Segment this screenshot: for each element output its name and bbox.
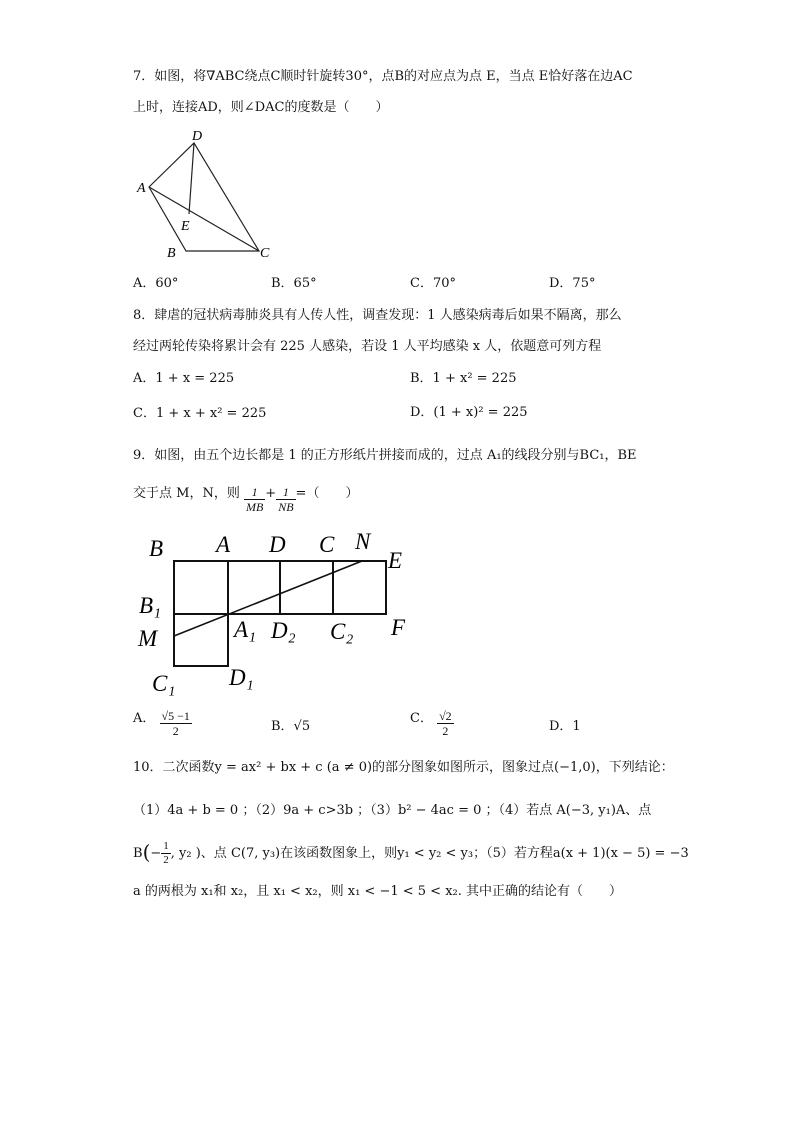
q7-segment-ac — [149, 187, 259, 251]
q9-option-b: B．√5 — [271, 719, 311, 734]
q9-option-c-denominator: 2 — [442, 724, 449, 738]
q9-label-c2: C₂ — [330, 619, 354, 644]
q10-line3-suffix: , y₂ )、点 C(7, y₃)在该函数图象上，则y₁ < y₂ < y₃；（5）若方程a(x + 1)(x − 5) = −3 — [170, 846, 689, 861]
q7-triangle-figure — [130, 120, 290, 265]
q10-half-numerator: 1 — [163, 840, 169, 852]
q9-option-a-denominator: 2 — [172, 724, 179, 738]
q9-label-f: F — [391, 615, 406, 640]
q9-text-line1: 9．如图，由五个边长都是 1 的正方形纸片拼接而成的，过点 A₁的线段分别与BC₁，BE — [133, 448, 637, 463]
q9-frac1-numerator: 1 — [244, 486, 265, 500]
q9-label-c1: C₁ — [152, 671, 176, 696]
q9-label-e: E — [388, 548, 403, 573]
q7-option-d: D．75° — [549, 276, 596, 291]
q7-label-a: A — [137, 181, 146, 196]
q9-line2-prefix: 交于点 M，N，则 — [133, 486, 240, 501]
q7-option-a: A．60° — [133, 276, 179, 291]
q10-line3-prefix: B — [133, 846, 143, 861]
q9-label-a1: A₁ — [234, 617, 257, 642]
q7-label-c: C — [260, 246, 270, 261]
q9-label-m: M — [138, 626, 158, 651]
q9-label-d1: D₁ — [229, 665, 254, 690]
q8-text-line1: 8．肆虐的冠状病毒肺炎具有人传人性，调查发现：1 人感染病毒后如果不隔离，那么 — [133, 308, 622, 323]
q9-option-c — [410, 710, 454, 737]
q9-fraction-1-mb — [244, 486, 265, 513]
q10-paren-open: ( — [142, 840, 151, 864]
q8-text-line2: 经过两轮传染将累计会有 225 人感染，若设 1 人平均感染 x 人，依题意可列方程 — [133, 339, 602, 354]
q7-label-d: D — [192, 129, 203, 144]
q9-option-c-prefix: C． — [410, 711, 433, 726]
q8-option-c: C．1 + x + x² = 225 — [133, 406, 267, 421]
q8-option-a: A．1 + x = 225 — [133, 371, 235, 386]
q9-option-c-numerator: √2 — [439, 709, 452, 723]
q9-option-a-fraction — [160, 710, 192, 737]
q9-option-c-fraction — [437, 710, 454, 737]
q8-option-d: D．(1 + x)² = 225 — [410, 405, 528, 420]
q9-label-n: N — [355, 529, 371, 554]
q9-option-a — [133, 710, 192, 737]
q9-label-d2: D₂ — [271, 618, 296, 643]
q9-label-c: C — [319, 532, 335, 557]
q9-frac1-denominator: MB — [245, 500, 264, 514]
q9-squares-figure — [130, 525, 430, 700]
q10-text-line3: B(− $\frac{1}{2}$ , y₂ )、点 C(7, y₃)在该函数图象上，则y₁ < y₂ < y₃；（5）若方程a(x + 1)(x − 5) = −3 — [133, 840, 689, 866]
q9-frac2-denominator: NB — [278, 500, 294, 514]
q9-option-a-prefix: A． — [133, 711, 156, 726]
q9-fraction-1-nb — [276, 486, 295, 513]
q7-segment-de — [189, 143, 194, 214]
q10-text-line1: 10．二次函数y = ax² + bx + c (a ≠ 0)的部分图象如图所示，图象过点(−1,0)，下列结论： — [133, 760, 674, 775]
q9-label-a: A — [216, 532, 231, 557]
q7-text-line1: 7．如图，将∇ABC绕点C顺时针旋转30°，点B的对应点为点 E，当点 E恰好落在边AC — [133, 69, 633, 84]
q9-plus: + — [265, 486, 277, 501]
q9-label-b1: B₁ — [139, 593, 162, 618]
q9-square-3 — [280, 561, 333, 614]
q9-option-d: D．1 — [549, 719, 581, 734]
q9-label-d: D — [269, 532, 286, 557]
q9-square-5 — [174, 614, 228, 666]
q10-half-denominator: 2 — [163, 854, 169, 866]
q7-label-e: E — [181, 219, 190, 234]
q9-label-b: B — [149, 536, 164, 561]
q9-square-1 — [174, 561, 228, 614]
q9-text-line2 — [133, 480, 359, 514]
q10-text-line2: （1）4a + b = 0 ；（2）9a + c>3b ；（3）b² − 4ac = 0 ；（4）若点 A(−3, y₁)A、点 — [133, 803, 652, 818]
q10-text-line4: a 的两根为 x₁和 x₂，且 x₁ < x₂，则 x₁ < −1 < 5 < x₂. 其中正确的结论有（ ） — [133, 884, 622, 899]
q10-fraction-half — [161, 841, 171, 866]
q7-text-line2: 上时，连接AD，则∠DAC的度数是（ ） — [133, 100, 389, 115]
q7-option-c: C．70° — [410, 276, 456, 291]
q7-option-b: B．65° — [271, 276, 317, 291]
q9-square-2 — [228, 561, 280, 614]
q9-frac2-numerator: 1 — [276, 486, 295, 500]
q7-label-b: B — [167, 246, 176, 261]
q9-line2-suffix: =（ ） — [295, 486, 359, 501]
q9-option-a-numerator: √5 −1 — [161, 709, 190, 723]
q8-option-b: B．1 + x² = 225 — [410, 371, 517, 386]
